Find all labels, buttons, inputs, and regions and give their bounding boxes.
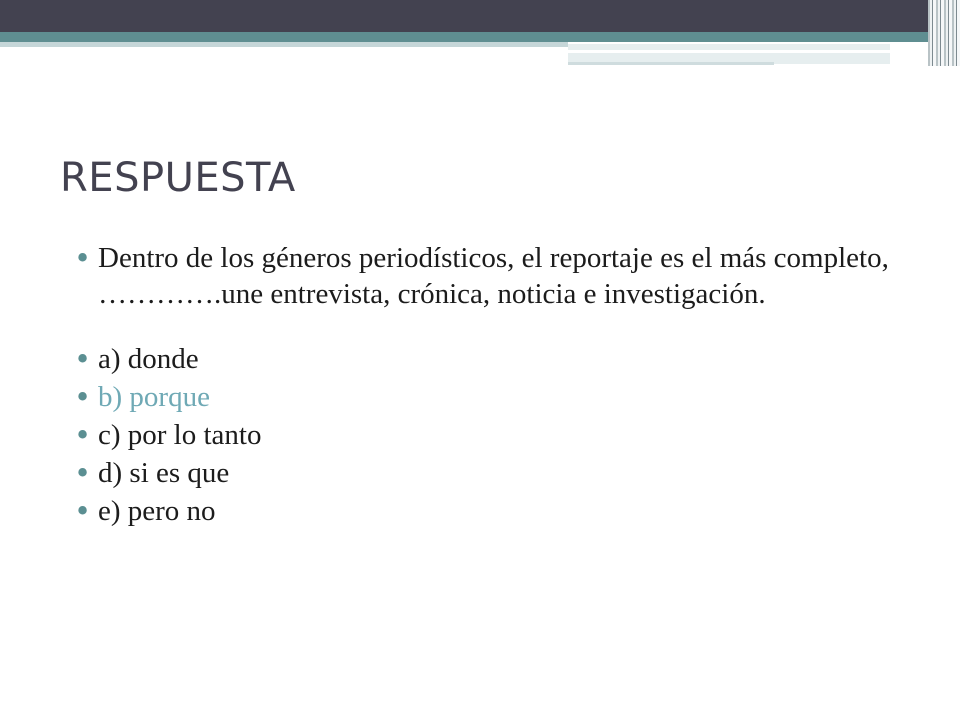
header-bar-teal: [0, 32, 960, 42]
header-accent-band-gap: [568, 50, 890, 53]
header-accent-band: [568, 44, 890, 64]
slide-content-list: [74, 240, 904, 530]
question-text: Dentro de los géneros periodísticos, el reportaje es el más completo, ………….une entrevista, crónica, noticia e investigación.: [98, 242, 889, 310]
slide-title: RESPUESTA: [60, 155, 296, 201]
option-a-text: a) donde: [98, 343, 199, 375]
bullet-icon: •: [74, 494, 92, 528]
option-b: [74, 378, 904, 416]
bullet-icon: •: [74, 418, 92, 452]
header-accent-line-short: [568, 62, 774, 65]
header-bar-dark: [0, 0, 960, 32]
bullet-icon: •: [74, 456, 92, 490]
option-a: [74, 340, 904, 378]
option-b-text: b) porque: [98, 381, 210, 413]
option-d: [74, 454, 904, 492]
option-e-text: e) pero no: [98, 495, 216, 527]
bullet-icon: •: [74, 342, 92, 376]
header-accent-line: [0, 42, 568, 47]
question-item: [74, 240, 904, 312]
header-stripe-decoration: [928, 0, 960, 66]
option-c-text: c) por lo tanto: [98, 419, 262, 451]
option-e: [74, 492, 904, 530]
option-d-text: d) si es que: [98, 457, 230, 489]
bullet-icon: •: [74, 380, 92, 414]
bullet-icon: •: [74, 241, 92, 275]
option-c: [74, 416, 904, 454]
